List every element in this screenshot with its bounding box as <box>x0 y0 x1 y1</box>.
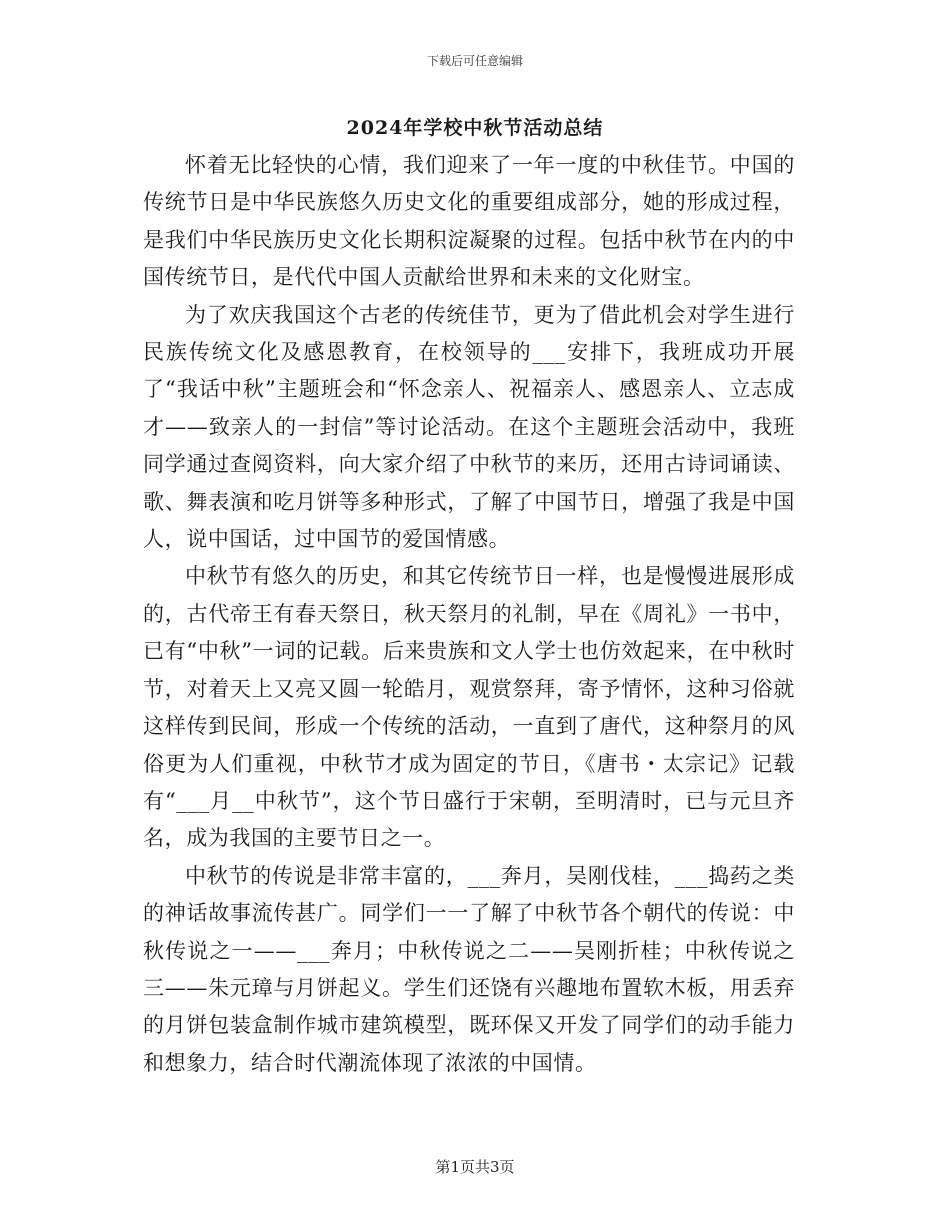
paragraph-intro: 怀着无比轻快的心情，我们迎来了一年一度的中秋佳节。中国的传统节日是中华民族悠久历史文化的重要组成部分，她的形成过程，是我们中华民族历史文化长期积淀凝聚的过程。包括中秋节在内的中国传统节日，是代代中国人贡献给世界和未来的文化财宝。 <box>143 153 795 290</box>
paragraph-history: 中秋节有悠久的历史，和其它传统节日一样，也是慢慢进展形成的，古代帝王有春天祭日，秋天祭月的礼制，早在《周礼》一书中，已有“中秋”一词的记载。后来贵族和文人学士也仿效起来，在中秋时节，对着天上又亮又圆一轮皓月，观赏祭拜，寄予情怀，这种习俗就这样传到民间，形成一个传统的活动，一直到了唐代，这种祭月的风俗更为人们重视，中秋节才成为固定的节日，《唐书・太宗记》记载有“___月__中秋节”，这个节日盛行于宋朝，至明清时，已与元旦齐名，成为我国的主要节日之一。 <box>143 564 795 851</box>
document-title: 2024年学校中秋节活动总结 <box>346 117 604 139</box>
page-header: 下载后可任意编辑 <box>426 54 523 68</box>
page-number: 第1页共3页 <box>435 1158 515 1176</box>
paragraph-class-activity: 为了欢庆我国这个古老的传统佳节，更为了借此机会对学生进行民族传统文化及感恩教育，在校领导的___安排下，我班成功开展了“我话中秋”主题班会和“怀念亲人、祝福亲人、感恩亲人、立志成才——致亲人的一封信”等讨论活动。在这个主题班会活动中，我班同学通过查阅资料，向大家介绍了中秋节的来历，还用古诗词诵读、歌、舞表演和吃月饼等多种形式，了解了中国节日，增强了我是中国人，说中国话，过中国节的爱国情感。 <box>143 302 795 552</box>
document-body <box>143 147 795 1082</box>
paragraph-legends: 中秋节的传说是非常丰富的，___奔月，吴刚伐桂，___捣药之类的神话故事流传甚广。同学们一一了解了中秋节各个朝代的传说：中秋传说之一——___奔月；中秋传说之二——吴刚折桂；中秋传说之三——朱元璋与月饼起义。学生们还饶有兴趣地布置软木板，用丢弃的月饼包装盒制作城市建筑模型，既环保又开发了同学们的动手能力和想象力，结合时代潮流体现了浓浓的中国情。 <box>143 863 795 1075</box>
